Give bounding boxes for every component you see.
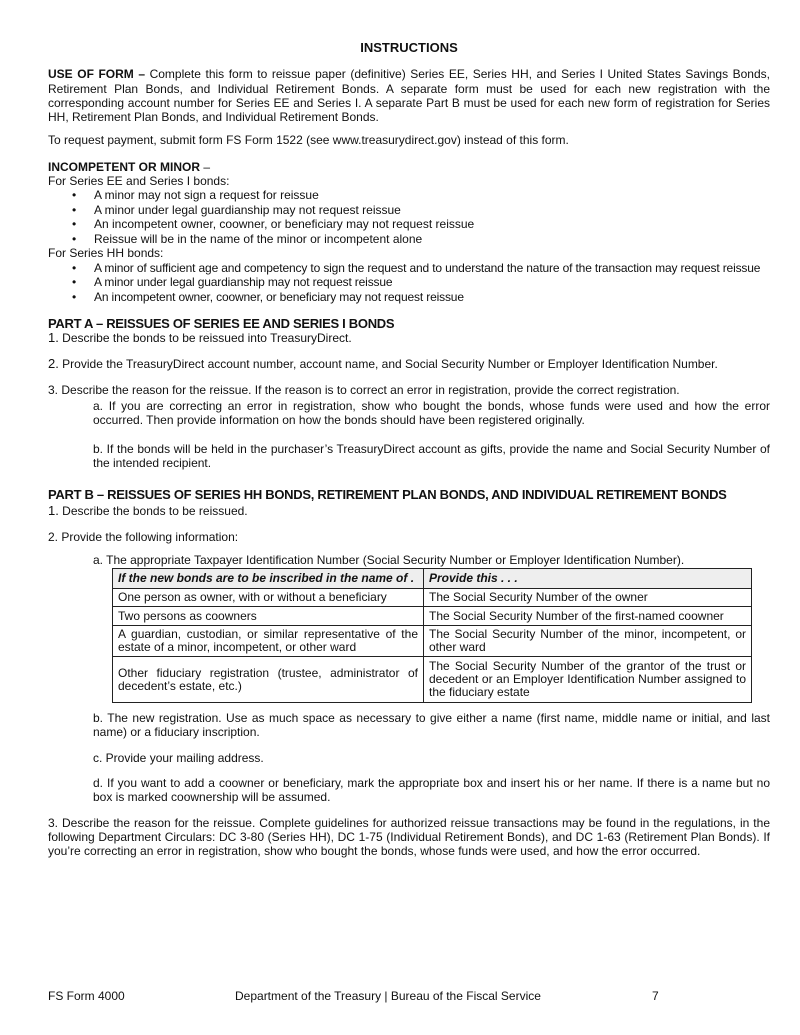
list-item: • A minor under legal guardianship may not request reissue (48, 275, 770, 290)
ee-intro: For Series EE and Series I bonds: (48, 174, 230, 189)
part-b-heading: PART B – REISSUES OF SERIES HH BONDS, RETIREMENT PLAN BONDS, AND INDIVIDUAL RETIREMENT BONDS (48, 487, 727, 503)
part-b-item-3: 3. Describe the reason for the reissue. Complete guidelines for authorized reissue transactions may be found in the regulations, in the following Department Circulars: DC 3-80 (Series HH), DC 1-75 (Individual Retirement Bonds), and DC 1-63 (Retirement Plan Bonds). If you’re correcting an error in registration, show who bought the bonds, whose funds were used, and how the error occurred. (48, 815, 770, 859)
hh-intro: For Series HH bonds: (48, 246, 164, 261)
incompetent-heading: INCOMPETENT OR MINOR (48, 159, 200, 174)
item-text: Provide the TreasuryDirect account number, account name, and Social Security Number or Employer Identification Number. (58, 357, 718, 372)
table-cell: A guardian, custodian, or similar representative of the estate of a minor, incompetent, or other ward (113, 626, 424, 657)
part-b-item-1 (48, 504, 770, 518)
list-item: • Reissue will be in the name of the minor or incompetent alone (48, 232, 770, 247)
part-a-item-3 (48, 383, 770, 397)
use-of-form-text: Complete this form to reissue paper (definitive) Series EE, Series HH, and Series I United States Savings Bonds, Retirement Plan Bonds, and Individual Retirement Bonds. A separate form must be used for each new registration with the corresponding account number for Series EE and Series I. A separate Part B must be used for each new form of registration for Series HH, Retirement Plan Bonds, and Individual Retirement Bonds. (48, 67, 770, 125)
tin-table (112, 568, 752, 703)
footer-page-number: 7 (652, 989, 659, 1003)
item-number: 3. (48, 382, 59, 397)
table-cell: The Social Security Number of the minor, incompetent, or other ward (424, 626, 752, 657)
heading-dash: – (200, 159, 211, 174)
part-a-item-1 (48, 331, 770, 345)
use-of-form-label: USE OF FORM – (48, 67, 146, 82)
table-row (113, 626, 752, 657)
document-body (48, 41, 770, 859)
table-cell: One person as owner, with or without a beneficiary (113, 589, 424, 607)
table-row (113, 607, 752, 626)
list-item: • A minor under legal guardianship may not request reissue (48, 203, 770, 218)
use-of-form-paragraph (48, 67, 770, 124)
part-b-item-2: 2. Provide the following information: (48, 529, 239, 544)
hh-bullet-list (48, 261, 770, 305)
part-b-sub-c: c. Provide your mailing address. (93, 750, 264, 765)
list-item: • An incompetent owner, coowner, or beneficiary may not request reissue (48, 217, 770, 232)
page-title: INSTRUCTIONS (360, 40, 458, 55)
table-row (113, 589, 752, 607)
table-cell: The Social Security Number of the owner (424, 589, 752, 607)
column-header: If the new bonds are to be inscribed in the name of . (113, 569, 424, 589)
part-a-item-2 (48, 357, 770, 371)
item-number: 1. (48, 503, 59, 519)
item-text: Describe the bonds to be reissued. (58, 504, 248, 519)
table-cell: Two persons as coowners (113, 607, 424, 626)
table-cell: The Social Security Number of the first-named coowner (424, 607, 752, 626)
ee-bullet-list (48, 188, 770, 246)
part-a-heading: PART A – REISSUES OF SERIES EE AND SERIES I BONDS (48, 316, 395, 332)
column-header: Provide this . . . (424, 569, 752, 589)
part-b-sub-d: d. If you want to add a coowner or beneficiary, mark the appropriate box and insert his or her name. If there is a name but no box is marked coownership will be assumed. (93, 776, 770, 805)
item-text: Describe the reason for the reissue. If the reason is to correct an error in registration, provide the correct registration. (58, 382, 680, 397)
list-item: • A minor of sufficient age and competency to sign the request and to understand the nature of the transaction may request reissue (48, 261, 770, 276)
list-item: • A minor may not sign a request for reissue (48, 188, 770, 203)
footer-agency: Department of the Treasury | Bureau of the Fiscal Service (235, 989, 541, 1003)
item-number: 1. (48, 330, 59, 346)
item-number: 2. (48, 356, 59, 372)
table-cell: Other fiduciary registration (trustee, administrator of decedent’s estate, etc.) (113, 657, 424, 703)
part-b-sub-b: b. The new registration. Use as much space as necessary to give either a name (first name, middle name or initial, and last name) or a fiduciary inscription. (93, 711, 770, 740)
part-a-sub-a: a. If you are correcting an error in registration, show who bought the bonds, whose funds were used and how the error occurred. Then provide information on how the bonds should have been registered originally. (93, 399, 770, 428)
table-header-row (113, 569, 752, 589)
footer-form-number: FS Form 4000 (48, 989, 125, 1003)
incompetent-section (48, 160, 770, 304)
item-text: Describe the bonds to be reissued into TreasuryDirect. (58, 331, 352, 346)
payment-note: To request payment, submit form FS Form 1522 (see www.treasurydirect.gov) instead of this form. (48, 133, 569, 148)
part-b-sub-a: a. The appropriate Taxpayer Identification Number (Social Security Number or Employer Identification Number). (93, 552, 685, 567)
table-cell: The Social Security Number of the grantor of the trust or decedent or an Employer Identification Number assigned to the fiduciary estate (424, 657, 752, 703)
table-row (113, 657, 752, 703)
list-item: • An incompetent owner, coowner, or beneficiary may not request reissue (48, 290, 770, 305)
part-a-sub-b: b. If the bonds will be held in the purchaser’s TreasuryDirect account as gifts, provide the name and Social Security Number of the intended recipient. (93, 441, 770, 470)
